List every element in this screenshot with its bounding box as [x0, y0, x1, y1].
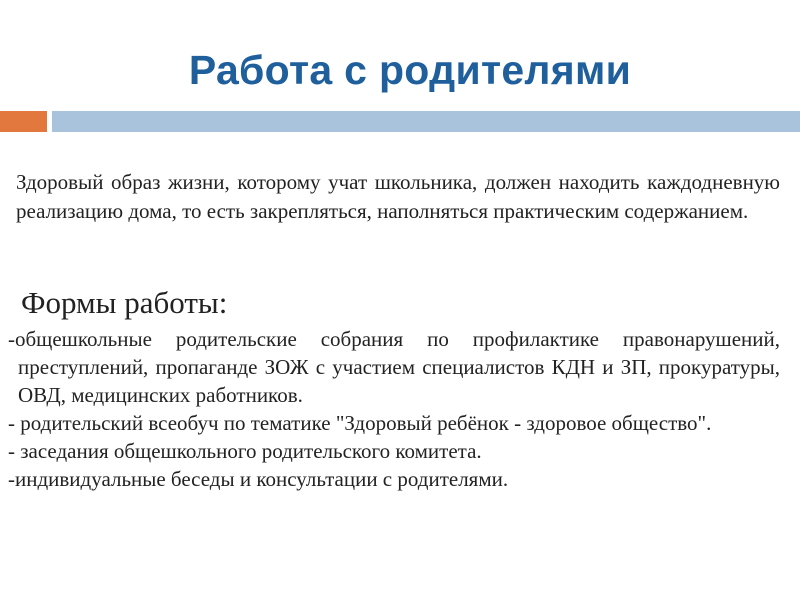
title-divider-accent: [0, 111, 47, 132]
slide-title: Работа с родителями: [188, 47, 632, 93]
forms-list-item: -индивидуальные беседы и консультации с родителями.: [8, 467, 509, 491]
forms-list-item: - заседания общешкольного родительского комитета.: [8, 439, 482, 463]
title-divider-bar: [52, 111, 800, 132]
forms-list: [8, 325, 780, 493]
forms-heading: Формы работы:: [21, 285, 228, 320]
forms-list-item: - родительский всеобуч по тематике "Здоровый ребёнок - здоровое общество".: [8, 411, 712, 435]
forms-list-item: -общешкольные родительские собрания по профилактике правонарушений, преступлений, пропаганде ЗОЖ с участием специалистов КДН и ЗП, прокуратуры, ОВД, медицинских работников.: [8, 327, 780, 407]
intro-paragraph: Здоровый образ жизни, которому учат школьника, должен находить каждодневную реализацию дома, то есть закрепляться, наполняться практическим содержанием.: [16, 170, 780, 223]
